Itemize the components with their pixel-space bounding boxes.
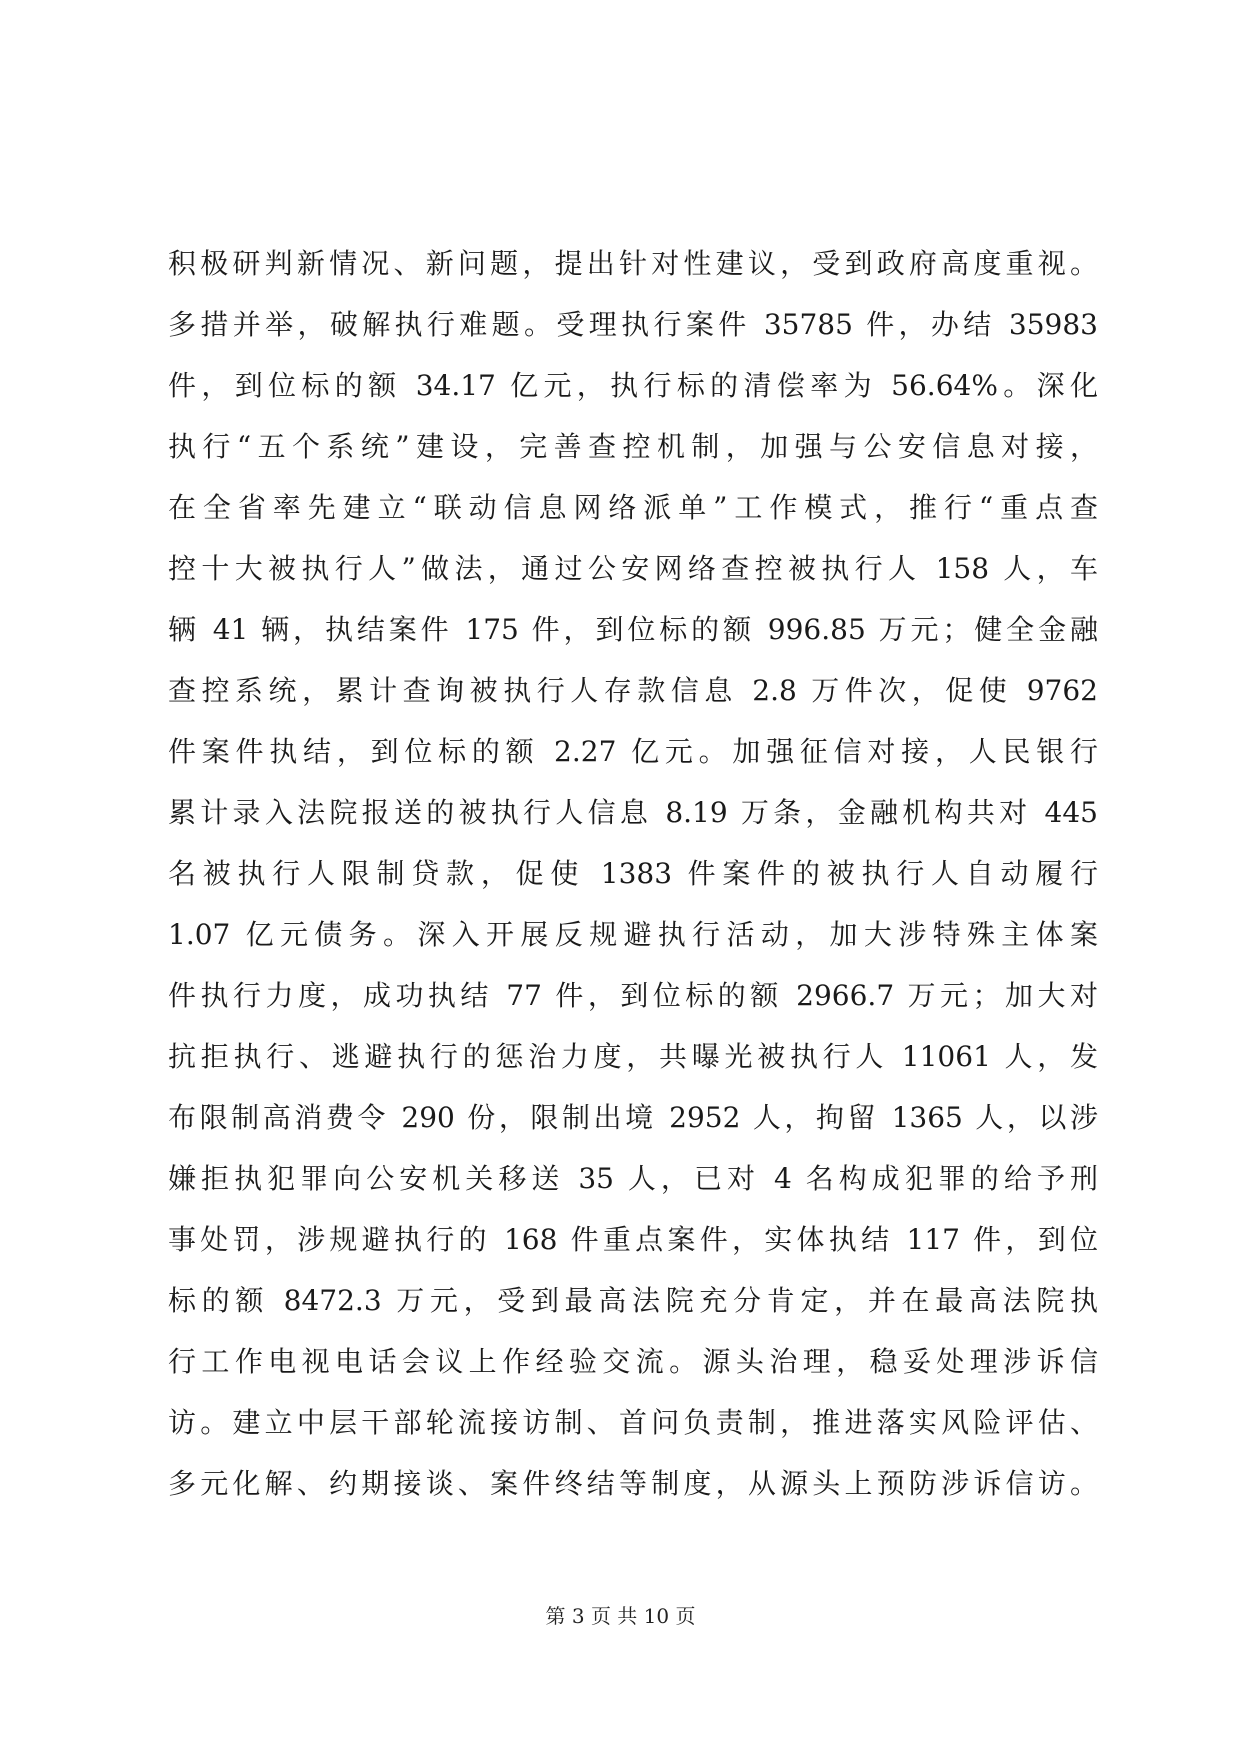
text-line-12: 1.07 亿元债务。深入开展反规避执行活动，加大涉特殊主体案	[168, 918, 1098, 951]
text-line-2: 多措并举，破解执行难题。受理执行案件 35785 件，办结 35983	[168, 308, 1098, 341]
text-line-1: 积极研判新情况、新问题，提出针对性建议，受到政府高度重视。	[168, 247, 1098, 280]
page-number-label: 第 3 页 共 10 页	[545, 1604, 696, 1628]
text-line-13: 件执行力度，成功执结 77 件，到位标的额 2966.7 万元；加大对	[168, 979, 1098, 1012]
text-line-6: 控十大被执行人”做法，通过公安网络查控被执行人 158 人，车	[168, 552, 1098, 585]
text-line-21: 多元化解、约期接谈、案件终结等制度，从源头上预防涉诉信访。	[168, 1467, 1098, 1500]
text-line-14: 抗拒执行、逃避执行的惩治力度，共曝光被执行人 11061 人，发	[168, 1040, 1098, 1073]
text-line-9: 件案件执结，到位标的额 2.27 亿元。加强征信对接，人民银行	[168, 735, 1098, 768]
text-line-7: 辆 41 辆，执结案件 175 件，到位标的额 996.85 万元；健全金融	[168, 613, 1098, 646]
text-line-5: 在全省率先建立“联动信息网络派单”工作模式，推行“重点查	[168, 491, 1098, 524]
page-footer	[0, 1602, 1241, 1630]
text-line-20: 访。建立中层干部轮流接访制、首问负责制，推进落实风险评估、	[168, 1406, 1098, 1439]
text-line-10: 累计录入法院报送的被执行人信息 8.19 万条，金融机构共对 445	[168, 796, 1098, 829]
text-line-18: 标的额 8472.3 万元，受到最高法院充分肯定，并在最高法院执	[168, 1284, 1098, 1317]
text-line-4: 执行“五个系统”建设，完善查控机制，加强与公安信息对接，	[168, 430, 1098, 463]
text-line-17: 事处罚，涉规避执行的 168 件重点案件，实体执结 117 件，到位	[168, 1223, 1098, 1256]
text-line-15: 布限制高消费令 290 份，限制出境 2952 人，拘留 1365 人，以涉	[168, 1101, 1098, 1134]
text-line-16: 嫌拒执犯罪向公安机关移送 35 人，已对 4 名构成犯罪的给予刑	[168, 1162, 1098, 1195]
body-text	[168, 233, 1098, 1514]
text-line-11: 名被执行人限制贷款，促使 1383 件案件的被执行人自动履行	[168, 857, 1098, 890]
text-line-19: 行工作电视电话会议上作经验交流。源头治理，稳妥处理涉诉信	[168, 1345, 1098, 1378]
text-line-3: 件，到位标的额 34.17 亿元，执行标的清偿率为 56.64%。深化	[168, 369, 1098, 402]
text-line-8: 查控系统，累计查询被执行人存款信息 2.8 万件次，促使 9762	[168, 674, 1098, 707]
